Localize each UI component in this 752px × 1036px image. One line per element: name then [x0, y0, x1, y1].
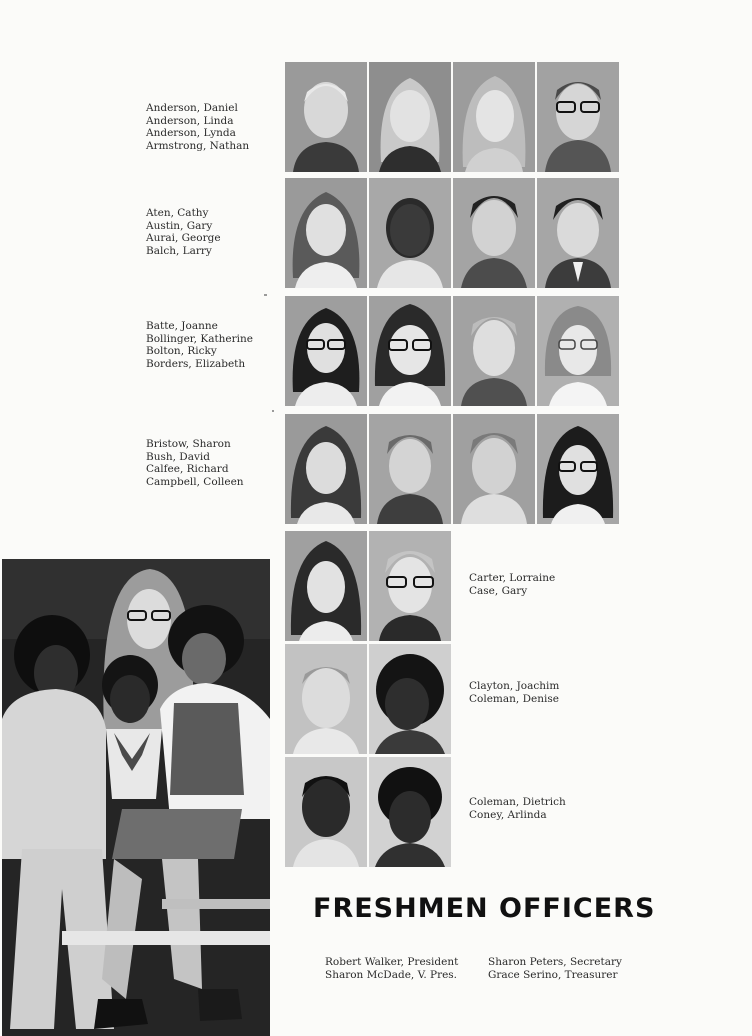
student-name: Case, Gary [469, 584, 528, 597]
student-portrait [453, 178, 535, 288]
page-heading: FRESHMEN OFFICERS [313, 893, 656, 924]
student-portrait [369, 644, 451, 754]
student-name: Balch, Larry [146, 244, 212, 257]
officers-list-left [325, 956, 458, 981]
print-speck [264, 294, 267, 296]
student-portrait [537, 178, 619, 288]
student-portrait [453, 62, 535, 172]
student-name: Carter, Lorraine [469, 572, 556, 584]
student-portrait [453, 414, 535, 524]
print-speck [272, 410, 274, 412]
name-list-row-6 [469, 680, 559, 705]
student-portrait [537, 296, 619, 406]
student-name: Bolton, Ricky [146, 345, 217, 358]
student-portrait [285, 296, 367, 406]
freshmen-officers-photo [2, 559, 270, 1036]
student-name: Batte, Joanne [146, 320, 218, 332]
student-name: Coleman, Dietrich [469, 796, 566, 808]
student-name: Bristow, Sharon [146, 438, 231, 450]
officer-entry: Sharon McDade, V. Pres. [325, 968, 458, 981]
student-name: Anderson, Lynda [146, 127, 236, 140]
officer-entry: Sharon Peters, Secretary [488, 956, 622, 968]
student-portrait [369, 531, 451, 641]
student-name: Aten, Cathy [146, 207, 209, 219]
student-portrait [369, 757, 451, 867]
name-list-row-5 [469, 572, 555, 597]
student-portrait [369, 296, 451, 406]
name-list-row-2 [146, 207, 221, 257]
officer-entry: Grace Serino, Treasurer [488, 968, 618, 981]
student-portrait [537, 62, 619, 172]
student-portrait [369, 62, 451, 172]
name-list-row-3 [146, 320, 253, 370]
student-name: Coney, Arlinda [469, 808, 547, 821]
student-portrait [453, 296, 535, 406]
student-name: Aurai, George [146, 232, 221, 245]
student-name: Austin, Gary [146, 219, 213, 232]
student-portrait [285, 62, 367, 172]
name-list-row-1 [146, 102, 249, 152]
student-name: Bush, David [146, 450, 210, 463]
officer-entry: Robert Walker, President [325, 956, 459, 968]
student-name: Clayton, Joachim [469, 680, 560, 692]
student-name: Anderson, Daniel [146, 102, 238, 114]
student-portrait [285, 531, 367, 641]
student-portrait [285, 757, 367, 867]
student-portrait [369, 414, 451, 524]
student-portrait [285, 414, 367, 524]
student-name: Coleman, Denise [469, 692, 559, 705]
student-name: Anderson, Linda [146, 114, 234, 127]
name-list-row-4 [146, 438, 244, 488]
officers-list-right [488, 956, 622, 981]
name-list-row-7 [469, 796, 566, 821]
student-name: Bollinger, Katherine [146, 332, 254, 345]
student-name: Calfee, Richard [146, 463, 229, 476]
student-portrait [285, 644, 367, 754]
student-name: Borders, Elizabeth [146, 357, 246, 370]
student-portrait [285, 178, 367, 288]
student-name: Campbell, Colleen [146, 475, 244, 488]
student-portrait [537, 414, 619, 524]
student-portrait [369, 178, 451, 288]
student-name: Armstrong, Nathan [146, 139, 250, 152]
